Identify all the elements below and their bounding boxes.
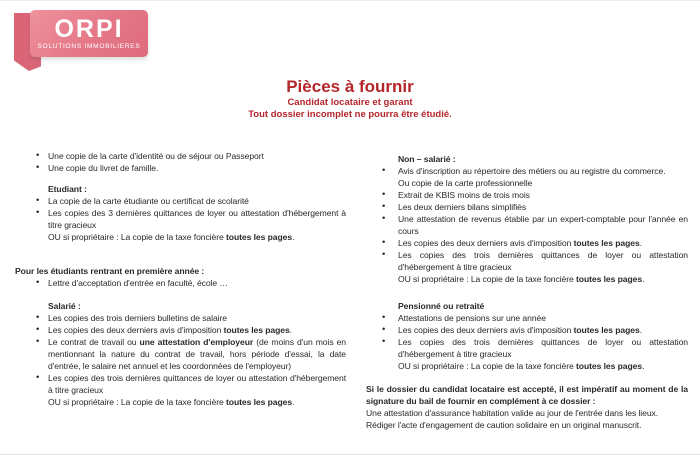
list-item bbox=[366, 237, 688, 249]
list-item bbox=[15, 195, 346, 207]
bullet-icon: • bbox=[382, 200, 386, 212]
list-item bbox=[15, 336, 346, 372]
text-run: Les copies des deux derniers avis d'imposition bbox=[398, 325, 574, 335]
text-run: Une attestation de revenus établie par un expert-comptable pour l'année en cours bbox=[398, 214, 688, 236]
bullet-icon: • bbox=[382, 236, 386, 248]
bullet-icon: • bbox=[382, 212, 386, 224]
bullet-icon: • bbox=[36, 311, 40, 323]
list-item bbox=[15, 372, 346, 396]
bullet-icon: • bbox=[36, 194, 40, 206]
closing-note bbox=[366, 383, 688, 407]
section-heading bbox=[398, 153, 688, 165]
text-run: Si le dossier du candidat locataire est accepté, il est impératif au moment de la signature du bail de fournir en complément à ce dossier : bbox=[366, 384, 688, 406]
text-run: toutes les pages bbox=[226, 232, 293, 242]
bullet-icon: • bbox=[36, 335, 40, 347]
bullet-icon: • bbox=[382, 188, 386, 200]
bullet-icon: • bbox=[382, 248, 386, 260]
bullet-icon: • bbox=[382, 323, 386, 335]
list-item bbox=[15, 312, 346, 324]
text-run: Salarié : bbox=[48, 301, 81, 311]
text-run: Lettre d'acceptation d'entrée en faculté, école … bbox=[48, 278, 228, 288]
section-heading bbox=[48, 300, 346, 312]
list-item-continuation bbox=[398, 360, 688, 372]
blank-line bbox=[366, 372, 688, 383]
list-item bbox=[366, 324, 688, 336]
list-item bbox=[15, 207, 346, 231]
text-run: . bbox=[292, 397, 295, 407]
text-run: OU si propriétaire : La copie de la taxe foncière bbox=[398, 361, 576, 371]
list-item-continuation bbox=[398, 177, 688, 189]
text-run: Extrait de KBIS moins de trois mois bbox=[398, 190, 530, 200]
list-item-continuation bbox=[48, 396, 346, 408]
text-run: OU si propriétaire : La copie de la taxe foncière bbox=[48, 232, 226, 242]
blank-line bbox=[15, 289, 346, 300]
bullet-icon: • bbox=[382, 164, 386, 176]
text-run: Une copie du livret de famille. bbox=[48, 163, 159, 173]
list-item bbox=[15, 277, 346, 289]
section-heading bbox=[48, 183, 346, 195]
text-run: . bbox=[639, 325, 642, 335]
list-item bbox=[366, 312, 688, 324]
bullet-icon: • bbox=[36, 323, 40, 335]
text-run: Les deux derniers bilans simplifiés bbox=[398, 202, 527, 212]
bullet-icon: • bbox=[36, 149, 40, 161]
list-item bbox=[366, 201, 688, 213]
list-item-continuation bbox=[48, 231, 346, 243]
list-item bbox=[366, 336, 688, 360]
left-column bbox=[15, 150, 346, 408]
list-item bbox=[15, 324, 346, 336]
text-run: OU si propriétaire : La copie de la taxe foncière bbox=[48, 397, 226, 407]
logo-band bbox=[30, 10, 148, 57]
list-item-continuation bbox=[398, 273, 688, 285]
subtitle-warning: Tout dossier incomplet ne pourra être étudié. bbox=[248, 109, 452, 120]
list-item bbox=[366, 165, 688, 177]
text-run: OU si propriétaire : La copie de la taxe foncière bbox=[398, 274, 576, 284]
text-run: Les copies des trois dernières quittances de loyer ou attestation d'hébergement à titre gracieux bbox=[398, 250, 688, 272]
text-run: toutes les pages bbox=[573, 238, 640, 248]
text-run: (de moins d'un mois en mentionnant la nature du contrat de travail, hors période d'essai, la date d'entrée, le salaire net annuel et les coordonnées de l'employeur) bbox=[48, 337, 346, 371]
page-title: Pièces à fournir bbox=[286, 77, 414, 96]
document-header bbox=[0, 77, 700, 121]
text-run: toutes les pages bbox=[576, 274, 643, 284]
text-run: Pour les étudiants rentrant en première année : bbox=[15, 266, 205, 276]
text-run: Attestations de pensions sur une année bbox=[398, 313, 546, 323]
text-run: une attestation d'employeur bbox=[139, 337, 254, 347]
logo-brand-text: ORPI bbox=[54, 15, 124, 43]
subtitle-audience: Candidat locataire et garant bbox=[287, 97, 413, 108]
text-run: toutes les pages bbox=[573, 325, 640, 335]
text-run: Les copies des trois derniers bulletins de salaire bbox=[48, 313, 227, 323]
text-run: Rédiger l'acte d'engagement de caution solidaire en un original manuscrit. bbox=[366, 420, 642, 430]
logo-tagline-text: SOLUTIONS IMMOBILIERES bbox=[37, 43, 141, 50]
text-run: . bbox=[289, 325, 292, 335]
bullet-icon: • bbox=[382, 311, 386, 323]
text-run: . bbox=[642, 361, 645, 371]
text-run: Les copies des 3 dernières quittances de loyer ou attestation d'hébergement à titre gracieux bbox=[48, 208, 346, 230]
bullet-icon: • bbox=[36, 161, 40, 173]
text-run: Avis d'inscription au répertoire des métiers ou au registre du commerce. bbox=[398, 166, 666, 176]
paragraph-line bbox=[366, 407, 688, 419]
blank-line bbox=[366, 285, 688, 300]
list-item bbox=[366, 213, 688, 237]
list-item bbox=[366, 249, 688, 273]
text-run: Une copie de la carte d'identité ou de séjour ou Passeport bbox=[48, 151, 264, 161]
text-run: Une attestation d'assurance habitation valide au jour de l'entrée dans les lieux. bbox=[366, 408, 659, 418]
section-heading bbox=[15, 265, 346, 277]
text-run: Les copies des trois dernières quittances de loyer ou attestation d'hébergement à titre gracieux bbox=[398, 337, 688, 359]
text-run: Non – salarié : bbox=[398, 154, 456, 164]
text-run: Pensionné ou retraité bbox=[398, 301, 485, 311]
text-run: . bbox=[642, 274, 645, 284]
text-run: . bbox=[639, 238, 642, 248]
text-run: La copie de la carte étudiante ou certificat de scolarité bbox=[48, 196, 249, 206]
section-heading bbox=[398, 300, 688, 312]
blank-line bbox=[15, 174, 346, 183]
text-run: . bbox=[292, 232, 295, 242]
list-item bbox=[15, 162, 346, 174]
orpi-logo bbox=[14, 7, 154, 75]
text-run: Le contrat de travail ou bbox=[48, 337, 140, 347]
bullet-icon: • bbox=[382, 335, 386, 347]
text-run: Ou copie de la carte professionnelle bbox=[398, 178, 533, 188]
blank-line bbox=[15, 243, 346, 265]
text-run: Les copies des deux derniers avis d'imposition bbox=[48, 325, 224, 335]
list-item bbox=[366, 189, 688, 201]
text-run: toutes les pages bbox=[576, 361, 643, 371]
text-run: Les copies des trois dernières quittances de loyer ou attestation d'hébergement à titre gracieux bbox=[48, 373, 346, 395]
paragraph-line bbox=[366, 419, 688, 431]
text-run: Etudiant : bbox=[48, 184, 87, 194]
text-run: toutes les pages bbox=[223, 325, 290, 335]
bullet-icon: • bbox=[36, 206, 40, 218]
bullet-icon: • bbox=[36, 371, 40, 383]
right-column bbox=[366, 153, 688, 431]
text-run: Les copies des deux derniers avis d'imposition bbox=[398, 238, 574, 248]
bullet-icon: • bbox=[36, 276, 40, 288]
list-item bbox=[15, 150, 346, 162]
text-run: toutes les pages bbox=[226, 397, 293, 407]
